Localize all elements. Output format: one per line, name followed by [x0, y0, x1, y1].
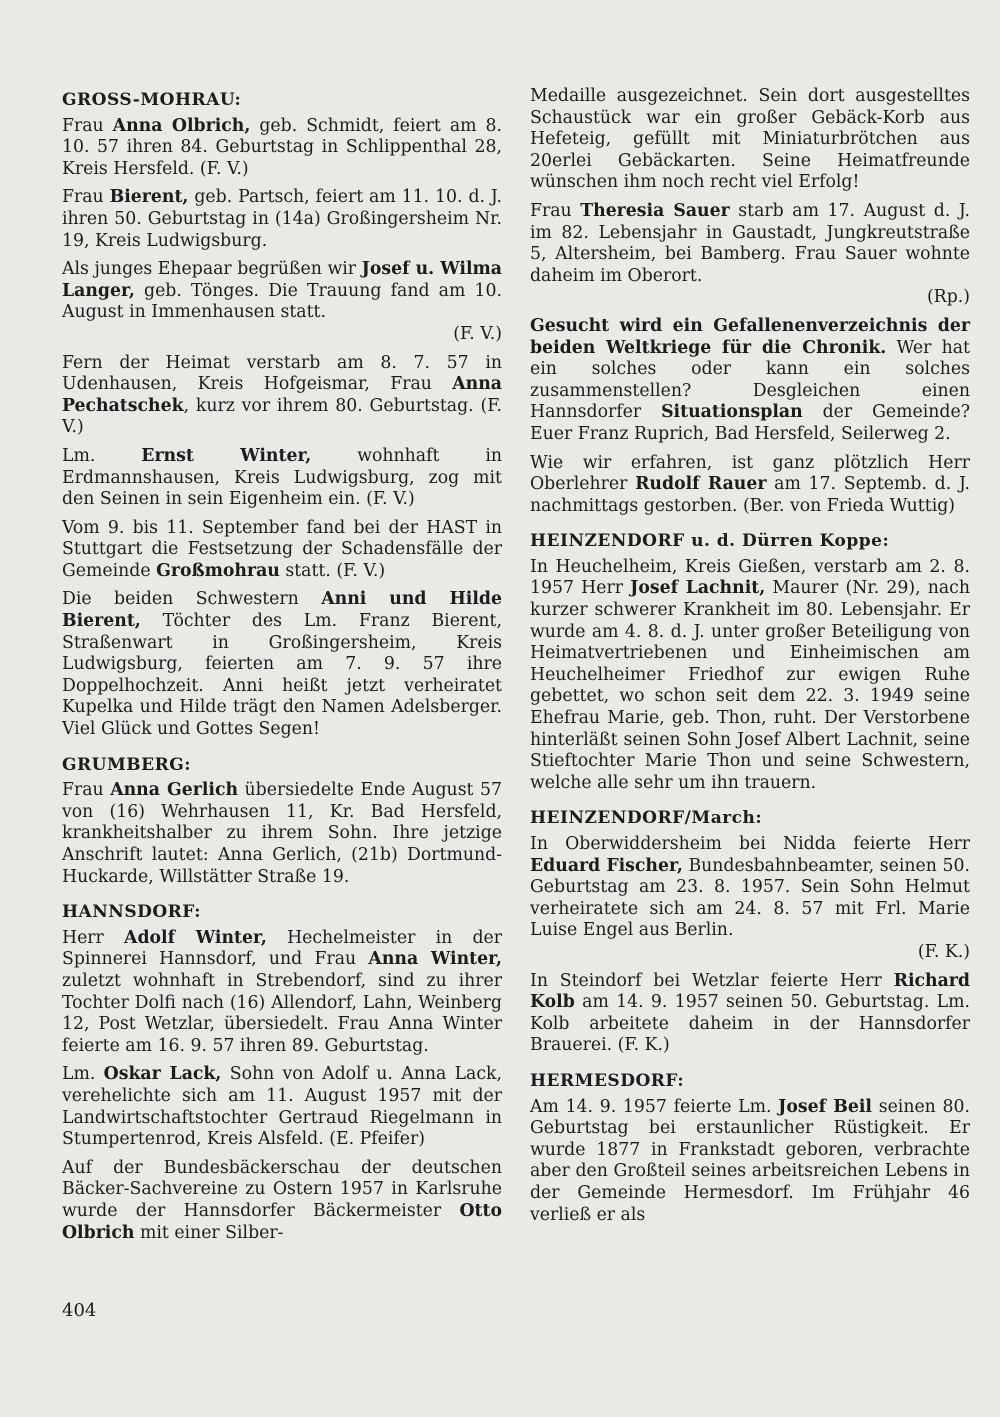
news-item [62, 353, 502, 439]
text-run: Wer hat ein solches oder kann ein solches zusammenstellen? Desgleichen einen Hannsdorfer [530, 337, 970, 423]
section-heading: HEINZENDORF u. d. Dürren Koppe: [530, 531, 890, 552]
news-item [530, 453, 970, 518]
news-item [530, 557, 970, 795]
text-run: am 17. Septemb. d. J. nachmittags gestorben. (Ber. von Frieda Wuttig) [530, 474, 971, 516]
text-run: Auf der Bundesbäckerschau der deutschen Bäcker-Sachvereine zu Ostern 1957 in Karlsruhe wurde der Hannsdorfer Bäckermeister [62, 1157, 502, 1221]
name-highlight: Josef u. Wilma Langer, [62, 259, 502, 301]
news-item [530, 201, 970, 309]
right-column [530, 86, 970, 1233]
text-run: Sohn von Adolf u. Anna Lack, verehelichte sich am 11. August 1957 mit der Landwirtschaftstochter Gertraud Riegelmann in Stumpertenrod, Kreis Alsfeld. (E. Pfeifer) [62, 1064, 503, 1150]
page-number: 404 [62, 1300, 97, 1321]
text-run: Am 14. 9. 1957 feierte Lm. [530, 1096, 779, 1117]
text-run: starb am 17. August d. J. im 82. Lebensjahr in Gaustadt, Jungkreutstraße 5, Altersheim, bei Bamberg. Frau Sauer wohnte daheim im Oberort. [530, 200, 970, 286]
text-run: zuletzt wohnhaft in Strebendorf, sind zu ihrer Tochter Dolfi nach (16) Allendorf, Lahn, Weinberg 12, Post Wetzlar, übersiedelt. Frau Anna Winter feierte am 16. 9. 57 ihren 89. Geburtstag. [62, 970, 502, 1056]
name-highlight: Richard Kolb [530, 970, 970, 1013]
name-highlight: Situationsplan [661, 402, 803, 423]
news-item [62, 259, 502, 345]
text-run: übersiedelte Ende August 57 von (16) Wehrhausen 11, Kr. Bad Hersfeld, krankheitshalber zu ihrem Sohn. Ihre jetzige Anschrift lautet: Anna Gerlich, (21b) Dortmund-Huckarde, Willstätter Straße 19. [62, 780, 503, 887]
text-run: wohnhaft in Erdmannshausen, Kreis Ludwigsburg, zog mit den Seinen in sein Eigenheim ein. (F. V.) [62, 445, 502, 510]
news-item [530, 316, 970, 446]
news-item [62, 1158, 502, 1244]
text-run: Frau [62, 187, 110, 208]
news-item [62, 589, 502, 740]
text-run: Töchter des Lm. Franz Bierent, Straßenwart in Großingersheim, Kreis Ludwigsburg, feierten am 7. 9. 57 ihre Doppelhochzeit. Anni heißt jetzt verheiratet Kupelka und Hilde trägt den Namen Adelsberger. Viel Glück und Gottes Segen! [62, 611, 502, 740]
text-run: geb. Schmidt, feiert am 8. 10. 57 ihren 84. Geburtstag in Schlippenthal 28, Kreis Hersfeld. (F. V.) [62, 115, 502, 179]
name-highlight: Anna Olbrich, [112, 115, 251, 136]
section-heading: GROSS-MOHRAU: [62, 90, 242, 110]
text-run: am 14. 9. 1957 seinen 50. Geburtstag. Lm. Kolb arbeitete daheim in der Hannsdorfer Brauerei. (F. K.) [530, 992, 970, 1056]
news-item [62, 518, 502, 583]
name-highlight: Theresia Sauer [580, 200, 730, 221]
name-highlight: Otto Olbrich [62, 1200, 502, 1243]
text-run: Lm. [62, 445, 142, 466]
name-highlight: Anni und Hilde Bierent, [62, 589, 502, 632]
text-run: Frau [62, 780, 111, 801]
source-credit: (Rp.) [926, 287, 970, 308]
name-highlight: Anna Gerlich [110, 780, 239, 801]
left-column [62, 90, 502, 1251]
news-item [62, 1064, 502, 1150]
text-run: Bundesbahnbeamter, seinen 50. Geburtstag am 23. 8. 1957. Sein Sohn Helmut verheiratete sich am 24. 8. 57 mit Frl. Marie Luise Engel aus Berlin. [530, 855, 970, 941]
name-highlight: Eduard Fischer, [530, 855, 683, 876]
name-highlight: Rudolf Rauer [635, 474, 767, 495]
name-highlight: Ernst Winter, [141, 445, 312, 466]
name-highlight: Anna Winter, [368, 949, 502, 970]
text-run: Medaille ausgezeichnet. Sein dort ausgestelltes Schaustück war ein großer Gebäck-Korb aus Hefeteig, gefüllt mit Miniaturbrötchen aus 20erlei Gebäckarten. Seine Heimatfreunde wünschen ihm noch recht viel Erfolg! [530, 86, 970, 193]
text-run: Wie wir erfahren, ist ganz plötzlich Herr Oberlehrer [530, 452, 970, 495]
text-run: Hechelmeister in der Spinnerei Hannsdorf, und Frau [62, 927, 502, 970]
text-run: geb. Tönges. Die Trauung fand am 10. August in Immenhausen statt. [62, 280, 502, 323]
text-run: statt. (F. V.) [279, 560, 386, 581]
news-item [530, 971, 970, 1057]
news-item [62, 446, 502, 511]
news-item [62, 928, 502, 1058]
source-credit: (F. K.) [917, 941, 970, 962]
text-run: Frau [530, 200, 581, 221]
text-run: der Gemeinde? Euer Franz Ruprich, Bad Hersfeld, Seilerweg 2. [530, 402, 970, 444]
text-run: Maurer (Nr. 29), nach kurzer schwerer Krankheit im 80. Lebensjahr. Er wurde am 4. 8. d. J. unter großer Beteiligung von Heimatvertriebenen und Einheimischen am Heuchelheimer Friedhof zur ewigen Ruhe gebettet, wo schon seit dem 22. 3. 1949 seine Ehefrau Marie, geb. Thon, ruht. Der Verstorbene hinterläßt seinen Sohn Josef Albert Lachnit, seine Stieftochter Marie Thon und seine Schwestern, welche alle sehr um ihn trauern. [530, 578, 970, 793]
news-item [530, 86, 970, 194]
text-run: , kurz vor ihrem 80. Geburtstag. (F. V.) [62, 395, 502, 438]
section-heading: HERMESDORF: [530, 1070, 685, 1091]
name-highlight: Bierent, [109, 187, 189, 208]
text-run: Frau [62, 115, 113, 136]
text-run: Fern der Heimat verstarb am 8. 7. 57 in Udenhausen, Kreis Hofgeismar, Frau [62, 352, 502, 395]
text-run: In Oberwiddersheim bei Nidda feierte Herr [530, 834, 970, 854]
text-run: seinen 80. Geburtstag bei erstaunlicher Rüstigkeit. Er wurde 1877 in Frankstadt geboren, verbrachte aber den Großteil seines arbeitsreichen Lebens in der Gemeinde Hermesdorf. Im Frühjahr 46 verließ er als [530, 1096, 970, 1225]
name-highlight: Josef Beil [778, 1096, 872, 1117]
name-highlight: Oskar Lack, [103, 1064, 222, 1085]
news-item [62, 187, 502, 252]
section-heading: HEINZENDORF/March: [530, 808, 763, 829]
section-heading: HANNSDORF: [62, 902, 202, 923]
news-item [530, 834, 970, 964]
text-run: Vom 9. bis 11. September fand bei der HAST in Stuttgart die Festsetzung der Schadensfälle der Gemeinde [62, 517, 502, 581]
name-highlight: Anna Pechatschek [62, 374, 502, 416]
source-credit: (F. V.) [453, 323, 502, 344]
section-heading: GRUMBERG: [62, 754, 192, 775]
text-run: In Steindorf bei Wetzlar feierte Herr [530, 970, 894, 991]
news-item [62, 780, 502, 888]
news-item [530, 1097, 970, 1227]
name-highlight: Gesucht wird ein Gefallenenverzeichnis der beiden Weltkriege für die Chronik. [530, 315, 970, 358]
name-highlight: Großmohrau [156, 560, 280, 581]
name-highlight: Josef Lachnit, [630, 578, 766, 599]
text-run: Herr [62, 927, 125, 948]
text-run: mit einer Silber- [134, 1222, 284, 1243]
text-run: geb. Partsch, feiert am 11. 10. d. J. ihren 50. Geburtstag in (14a) Großingersheim Nr. 19, Kreis Ludwigsburg. [62, 187, 502, 251]
text-run: Als junges Ehepaar begrüßen wir [62, 259, 362, 280]
text-run: In Heuchelheim, Kreis Gießen, verstarb am 2. 8. 1957 Herr [530, 556, 970, 599]
name-highlight: Adolf Winter, [124, 927, 267, 948]
text-run: Lm. [62, 1064, 104, 1085]
news-item [62, 116, 502, 181]
text-run: Die beiden Schwestern [62, 589, 322, 610]
